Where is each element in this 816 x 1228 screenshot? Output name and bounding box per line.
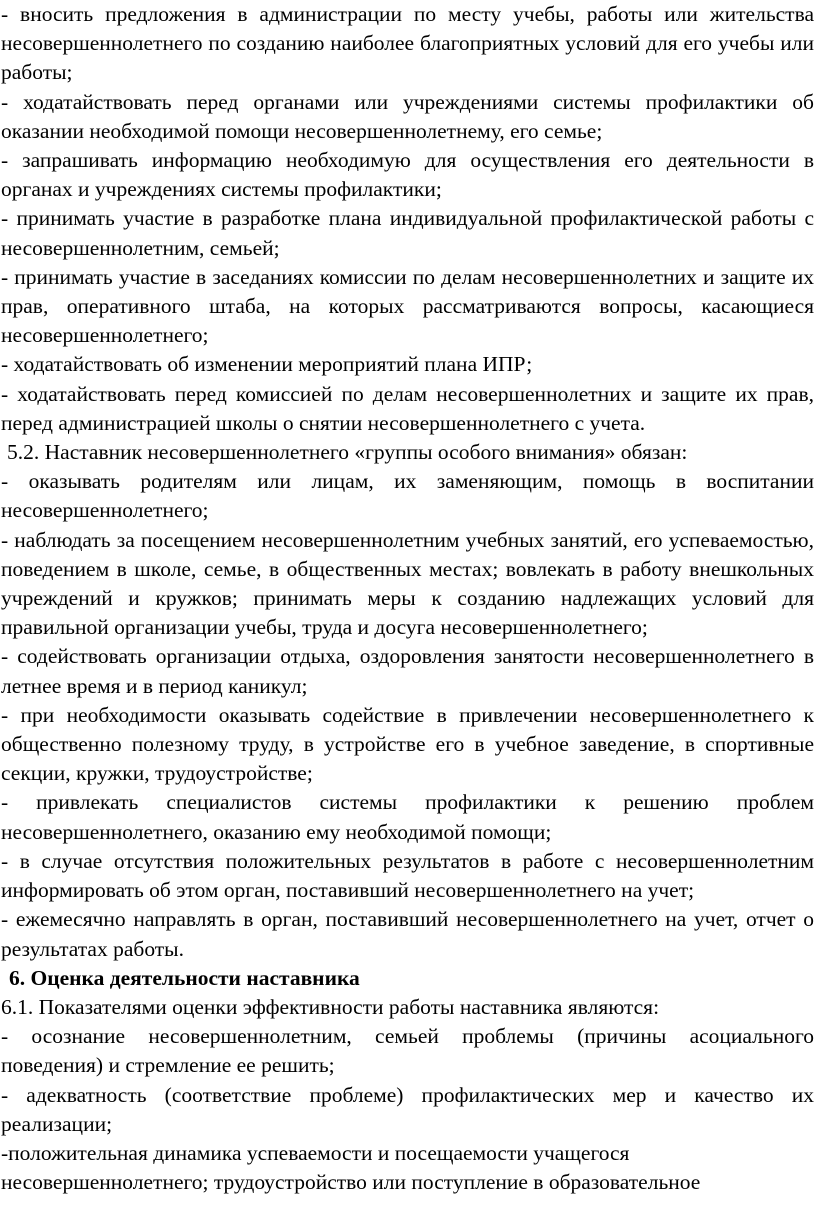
- duties-item-employment: - при необходимости оказывать содействие в привлечении несовершеннолетнего к общественно полезному труду, в устройстве его в учебное заведение, в спортивные секции, кружки, трудоустройстве;: [1, 702, 814, 786]
- section-5-2-heading: 5.2. Наставник несовершеннолетнего «группы особого внимания» обязан:: [7, 440, 688, 465]
- duties-item-monthly-report: - ежемесячно направлять в орган, поставивший несовершеннолетнего на учет, отчет о результатах работы.: [1, 907, 814, 961]
- duties-item-leisure: - содействовать организации отдыха, оздоровления занятости несовершеннолетнего в летнее время и в период каникул;: [1, 644, 814, 698]
- duties-item-inform-no-results: - в случае отсутствия положительных результатов в работе с несовершеннолетним информировать об этом орган, поставивший несовершеннолетнего на учет;: [1, 848, 814, 903]
- criteria-item-awareness: - осознание несовершеннолетним, семьей проблемы (причины асоциального поведения) и стремление ее решить;: [1, 1024, 814, 1078]
- rights-item-proposals: - вносить предложения в администрации по месту учебы, работы или жительства несовершеннолетнего по созданию наиболее благоприятных условий для его учебы или работы;: [1, 2, 814, 85]
- criteria-item-adequacy: - адекватность (соответствие проблеме) профилактических мер и качество их реализации;: [1, 1082, 814, 1136]
- rights-item-deregistration: - ходатайствовать перед комиссией по делам несовершеннолетних и защите их прав, перед администрацией школы о снятии несовершеннолетнего с учета.: [1, 381, 814, 435]
- section-6-1-intro: 6.1. Показателями оценки эффективности работы наставника являются:: [1, 994, 660, 1019]
- rights-item-ipr-changes: - ходатайствовать об изменении мероприятий плана ИПР;: [1, 352, 533, 377]
- duties-item-specialists: - привлекать специалистов системы профилактики к решению проблем несовершеннолетнего, оказанию ему необходимой помощи;: [1, 790, 814, 844]
- duties-item-parent-help: - оказывать родителям или лицам, их заменяющим, помощь в воспитании несовершеннолетнего;: [1, 469, 814, 523]
- rights-item-commission-meetings: - принимать участие в заседаниях комиссии по делам несовершеннолетних и защите их прав, оперативного штаба, на которых рассматриваются вопросы, касающиеся несовершеннолетнего;: [1, 264, 814, 348]
- criteria-item-dynamics: -положительная динамика успеваемости и посещаемости учащегося несовершеннолетнего; трудоустройство или поступление в образовательное: [1, 1140, 701, 1195]
- rights-item-request-info: - запрашивать информацию необходимую для осуществления его деятельности в органах и учреждениях системы профилактики;: [1, 148, 814, 202]
- rights-item-petition-help: - ходатайствовать перед органами или учреждениями системы профилактики об оказании необходимой помощи несовершеннолетнему, его семье;: [1, 89, 814, 143]
- rights-item-plan-participation: - принимать участие в разработке плана индивидуальной профилактической работы с несовершеннолетним, семьей;: [1, 206, 814, 260]
- section-6-heading: 6. Оценка деятельности наставника: [9, 965, 360, 990]
- duties-item-monitor-attendance: - наблюдать за посещением несовершеннолетним учебных занятий, его успеваемостью, поведением в школе, семье, в общественных местах; вовлекать в работу внешкольных учреждений и кружков; принимать меры к созданию надлежащих условий для правильной организации учебы, труда и досуга несовершеннолетнего;: [1, 527, 814, 640]
